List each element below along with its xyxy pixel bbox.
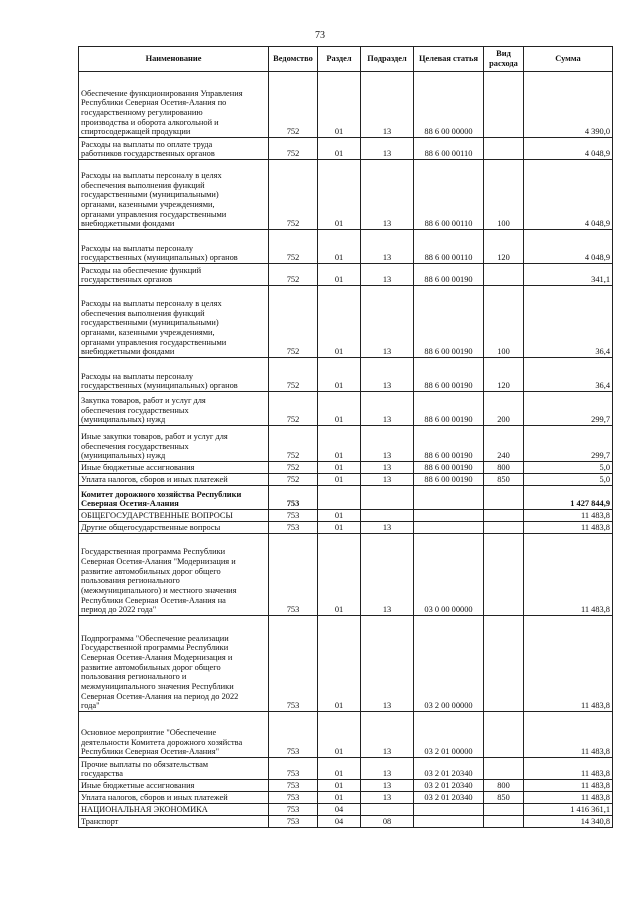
row-vid-raskhoda: 100 xyxy=(484,160,524,230)
row-celevaya-statya: 03 2 01 20340 xyxy=(414,758,484,780)
row-razdel: 04 xyxy=(318,804,361,816)
row-celevaya-statya: 03 2 01 20340 xyxy=(414,780,484,792)
table-row xyxy=(79,72,613,138)
row-podrazdel: 13 xyxy=(361,426,414,462)
row-razdel: 01 xyxy=(318,616,361,712)
row-summa: 4 390,0 xyxy=(524,72,613,138)
row-vedomstvo: 753 xyxy=(269,758,318,780)
row-vid-raskhoda: 800 xyxy=(484,462,524,474)
row-vedomstvo: 752 xyxy=(269,72,318,138)
row-razdel: 04 xyxy=(318,816,361,828)
table-row xyxy=(79,486,613,510)
row-name: Обеспечение функционирования Управления Республики Северная Осетия-Алания по государственному регулированию производства и оборота алкогольной и спиртосодержащей продукции xyxy=(79,72,269,138)
row-vid-raskhoda: 100 xyxy=(484,286,524,358)
row-summa: 11 483,8 xyxy=(524,792,613,804)
row-summa: 36,4 xyxy=(524,358,613,392)
row-vedomstvo: 752 xyxy=(269,286,318,358)
row-vedomstvo: 752 xyxy=(269,426,318,462)
row-summa: 11 483,8 xyxy=(524,510,613,522)
row-razdel: 01 xyxy=(318,426,361,462)
row-summa: 5,0 xyxy=(524,462,613,474)
row-vid-raskhoda: 200 xyxy=(484,392,524,426)
row-summa: 11 483,8 xyxy=(524,522,613,534)
row-razdel: 01 xyxy=(318,286,361,358)
header-celevaya-statya: Целевая статья xyxy=(414,47,484,72)
row-name: Закупка товаров, работ и услуг для обеспечения государственных (муниципальных) нужд xyxy=(79,392,269,426)
row-vid-raskhoda xyxy=(484,510,524,522)
table-row xyxy=(79,358,613,392)
row-summa: 4 048,9 xyxy=(524,138,613,160)
row-name: Прочие выплаты по обязательствам государства xyxy=(79,758,269,780)
table-row xyxy=(79,758,613,780)
row-celevaya-statya: 88 6 00 00110 xyxy=(414,138,484,160)
table-row xyxy=(79,426,613,462)
row-vedomstvo: 752 xyxy=(269,462,318,474)
row-vid-raskhoda: 850 xyxy=(484,792,524,804)
row-podrazdel: 13 xyxy=(361,462,414,474)
row-celevaya-statya: 88 6 00 00190 xyxy=(414,474,484,486)
row-razdel: 01 xyxy=(318,392,361,426)
row-name: НАЦИОНАЛЬНАЯ ЭКОНОМИКА xyxy=(79,804,269,816)
row-celevaya-statya: 88 6 00 00190 xyxy=(414,286,484,358)
row-name: Иные закупки товаров, работ и услуг для обеспечения государственных (муниципальных) нужд xyxy=(79,426,269,462)
row-celevaya-statya: 88 6 00 00110 xyxy=(414,230,484,264)
row-podrazdel: 13 xyxy=(361,522,414,534)
row-summa: 11 483,8 xyxy=(524,534,613,616)
row-vedomstvo: 752 xyxy=(269,474,318,486)
row-name: Государственная программа Республики Северная Осетия-Алания "Модернизация и развитие автомобильных дорог общего пользования регионального (межмуниципального) и местного значения Республики Северная Осетия-Алания на период до 2022 года" xyxy=(79,534,269,616)
row-name: Другие общегосударственные вопросы xyxy=(79,522,269,534)
table-row xyxy=(79,616,613,712)
row-summa: 11 483,8 xyxy=(524,616,613,712)
table-row xyxy=(79,286,613,358)
row-name: Транспорт xyxy=(79,816,269,828)
row-celevaya-statya: 03 2 00 00000 xyxy=(414,616,484,712)
table-row xyxy=(79,138,613,160)
table-row xyxy=(79,160,613,230)
row-razdel: 01 xyxy=(318,522,361,534)
row-vid-raskhoda: 120 xyxy=(484,230,524,264)
row-celevaya-statya: 88 6 00 00190 xyxy=(414,358,484,392)
row-celevaya-statya: 88 6 00 00190 xyxy=(414,462,484,474)
row-razdel: 01 xyxy=(318,534,361,616)
row-razdel: 01 xyxy=(318,474,361,486)
row-vedomstvo: 753 xyxy=(269,486,318,510)
row-razdel: 01 xyxy=(318,72,361,138)
row-razdel: 01 xyxy=(318,138,361,160)
row-name: Расходы на обеспечение функций государственных органов xyxy=(79,264,269,286)
row-vid-raskhoda: 240 xyxy=(484,426,524,462)
row-vid-raskhoda: 120 xyxy=(484,358,524,392)
row-vid-raskhoda: 800 xyxy=(484,780,524,792)
row-celevaya-statya: 88 6 00 00190 xyxy=(414,264,484,286)
row-celevaya-statya: 03 0 00 00000 xyxy=(414,534,484,616)
row-podrazdel xyxy=(361,804,414,816)
table-row xyxy=(79,230,613,264)
row-celevaya-statya xyxy=(414,522,484,534)
row-summa: 11 483,8 xyxy=(524,780,613,792)
row-vedomstvo: 753 xyxy=(269,780,318,792)
row-vedomstvo: 753 xyxy=(269,510,318,522)
row-vid-raskhoda xyxy=(484,816,524,828)
row-name: ОБЩЕГОСУДАРСТВЕННЫЕ ВОПРОСЫ xyxy=(79,510,269,522)
row-podrazdel: 13 xyxy=(361,616,414,712)
row-name: Комитет дорожного хозяйства Республики Северная Осетия-Алания xyxy=(79,486,269,510)
row-name: Иные бюджетные ассигнования xyxy=(79,462,269,474)
row-vedomstvo: 753 xyxy=(269,522,318,534)
row-celevaya-statya: 03 2 01 00000 xyxy=(414,712,484,758)
row-vedomstvo: 752 xyxy=(269,358,318,392)
row-vid-raskhoda xyxy=(484,712,524,758)
row-summa: 11 483,8 xyxy=(524,758,613,780)
row-name: Подпрограмма "Обеспечение реализации Государственной программы Республики Северная Осетия-Алания Модернизация и развитие автомобильных дорог общего пользования регионального и межмуниципального значения Республики Северная Осетия-Алания на период до 2022 года" xyxy=(79,616,269,712)
row-celevaya-statya xyxy=(414,816,484,828)
table-row xyxy=(79,780,613,792)
row-vid-raskhoda xyxy=(484,486,524,510)
row-vid-raskhoda xyxy=(484,534,524,616)
row-celevaya-statya xyxy=(414,486,484,510)
row-summa: 1 427 844,9 xyxy=(524,486,613,510)
table-header-row xyxy=(79,47,613,72)
row-name: Расходы на выплаты персоналу государственных (муниципальных) органов xyxy=(79,230,269,264)
table-row xyxy=(79,392,613,426)
table-row xyxy=(79,712,613,758)
row-celevaya-statya xyxy=(414,510,484,522)
row-podrazdel: 13 xyxy=(361,534,414,616)
row-vedomstvo: 752 xyxy=(269,160,318,230)
row-razdel xyxy=(318,486,361,510)
row-podrazdel xyxy=(361,510,414,522)
row-podrazdel: 13 xyxy=(361,72,414,138)
row-summa: 4 048,9 xyxy=(524,230,613,264)
table-row xyxy=(79,792,613,804)
row-name: Расходы на выплаты персоналу в целях обеспечения выполнения функций государственными (муниципальными) органами, казенными учреждениями, органами управления государственными внебюджетными фондами xyxy=(79,286,269,358)
header-podrazdel: Подраздел xyxy=(361,47,414,72)
row-name: Основное мероприятие "Обеспечение деятельности Комитета дорожного хозяйства Республики Северная Осетия-Алания" xyxy=(79,712,269,758)
row-summa: 341,1 xyxy=(524,264,613,286)
row-podrazdel: 13 xyxy=(361,712,414,758)
row-celevaya-statya: 03 2 01 20340 xyxy=(414,792,484,804)
row-vedomstvo: 752 xyxy=(269,264,318,286)
row-podrazdel: 13 xyxy=(361,358,414,392)
row-vid-raskhoda: 850 xyxy=(484,474,524,486)
row-name: Расходы на выплаты по оплате труда работников государственных органов xyxy=(79,138,269,160)
row-name: Уплата налогов, сборов и иных платежей xyxy=(79,792,269,804)
row-summa: 299,7 xyxy=(524,426,613,462)
row-vedomstvo: 753 xyxy=(269,712,318,758)
row-podrazdel: 13 xyxy=(361,758,414,780)
row-podrazdel: 13 xyxy=(361,230,414,264)
header-vid-raskhoda: Вид расхода xyxy=(484,47,524,72)
row-vid-raskhoda xyxy=(484,138,524,160)
row-vedomstvo: 752 xyxy=(269,230,318,264)
row-summa: 11 483,8 xyxy=(524,712,613,758)
row-vedomstvo: 753 xyxy=(269,534,318,616)
table-row xyxy=(79,816,613,828)
row-vid-raskhoda xyxy=(484,72,524,138)
row-vedomstvo: 753 xyxy=(269,616,318,712)
row-summa: 36,4 xyxy=(524,286,613,358)
row-razdel: 01 xyxy=(318,160,361,230)
row-razdel: 01 xyxy=(318,792,361,804)
row-vid-raskhoda xyxy=(484,264,524,286)
row-podrazdel xyxy=(361,486,414,510)
row-vedomstvo: 753 xyxy=(269,816,318,828)
row-razdel: 01 xyxy=(318,264,361,286)
row-razdel: 01 xyxy=(318,712,361,758)
row-podrazdel: 13 xyxy=(361,264,414,286)
row-vid-raskhoda xyxy=(484,804,524,816)
header-vedomstvo: Ведомство xyxy=(269,47,318,72)
table-row xyxy=(79,264,613,286)
row-podrazdel: 13 xyxy=(361,792,414,804)
header-summa: Сумма xyxy=(524,47,613,72)
row-vid-raskhoda xyxy=(484,758,524,780)
budget-table xyxy=(78,46,613,828)
row-vid-raskhoda xyxy=(484,616,524,712)
table-row xyxy=(79,510,613,522)
table-row xyxy=(79,534,613,616)
row-razdel: 01 xyxy=(318,780,361,792)
row-celevaya-statya: 88 6 00 00190 xyxy=(414,426,484,462)
header-name: Наименование xyxy=(79,47,269,72)
row-summa: 5,0 xyxy=(524,474,613,486)
table-row xyxy=(79,474,613,486)
row-vedomstvo: 752 xyxy=(269,138,318,160)
row-name: Расходы на выплаты персоналу государственных (муниципальных) органов xyxy=(79,358,269,392)
row-podrazdel: 13 xyxy=(361,474,414,486)
row-vid-raskhoda xyxy=(484,522,524,534)
row-podrazdel: 13 xyxy=(361,138,414,160)
row-summa: 4 048,9 xyxy=(524,160,613,230)
row-podrazdel: 13 xyxy=(361,160,414,230)
table-row xyxy=(79,804,613,816)
row-summa: 299,7 xyxy=(524,392,613,426)
row-podrazdel: 08 xyxy=(361,816,414,828)
row-celevaya-statya: 88 6 00 00110 xyxy=(414,160,484,230)
row-celevaya-statya: 88 6 00 00190 xyxy=(414,392,484,426)
row-name: Расходы на выплаты персоналу в целях обеспечения выполнения функций государственными (муниципальными) органами, казенными учреждениями, органами управления государственными внебюджетными фондами xyxy=(79,160,269,230)
page-number: 73 xyxy=(315,30,325,41)
table-row xyxy=(79,522,613,534)
row-summa: 14 340,8 xyxy=(524,816,613,828)
row-name: Иные бюджетные ассигнования xyxy=(79,780,269,792)
table-row xyxy=(79,462,613,474)
row-razdel: 01 xyxy=(318,462,361,474)
row-vedomstvo: 753 xyxy=(269,804,318,816)
row-summa: 1 416 361,1 xyxy=(524,804,613,816)
row-razdel: 01 xyxy=(318,758,361,780)
row-name: Уплата налогов, сборов и иных платежей xyxy=(79,474,269,486)
header-razdel: Раздел xyxy=(318,47,361,72)
row-vedomstvo: 753 xyxy=(269,792,318,804)
row-razdel: 01 xyxy=(318,358,361,392)
row-vedomstvo: 752 xyxy=(269,392,318,426)
row-celevaya-statya: 88 6 00 00000 xyxy=(414,72,484,138)
row-razdel: 01 xyxy=(318,230,361,264)
row-podrazdel: 13 xyxy=(361,392,414,426)
row-razdel: 01 xyxy=(318,510,361,522)
row-podrazdel: 13 xyxy=(361,780,414,792)
row-celevaya-statya xyxy=(414,804,484,816)
row-podrazdel: 13 xyxy=(361,286,414,358)
